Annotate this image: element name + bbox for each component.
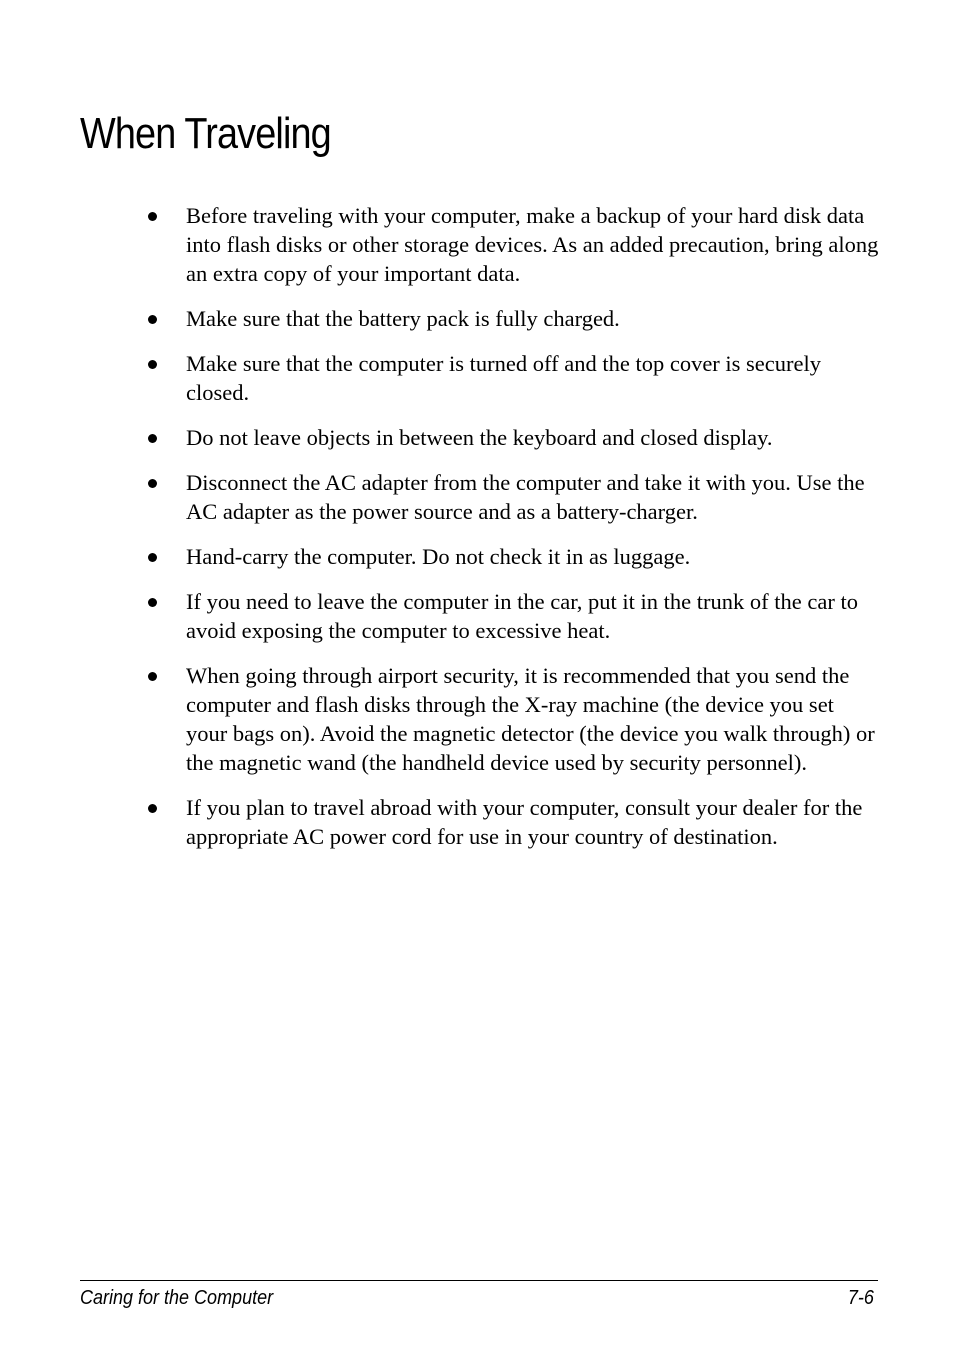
list-item — [140, 468, 880, 526]
bullet-icon — [148, 553, 157, 562]
footer-page-number: 7-6 — [847, 1287, 874, 1309]
list-item — [140, 793, 880, 851]
bullet-icon — [148, 315, 157, 324]
list-item — [140, 201, 880, 288]
footer-section-title: Caring for the Computer — [80, 1287, 274, 1309]
list-item-text: Make sure that the battery pack is fully charged. — [186, 306, 620, 331]
list-item — [140, 304, 880, 333]
bullet-icon — [148, 434, 157, 443]
list-item-text: Before traveling with your computer, make a backup of your hard disk data into flash disks or other storage devices. As an added precaution, bring along an extra copy of your important data. — [186, 203, 879, 286]
list-item-text: Do not leave objects in between the keyboard and closed display. — [186, 425, 773, 450]
list-item — [140, 587, 880, 645]
bullet-icon — [148, 479, 157, 488]
list-item — [140, 661, 880, 777]
list-item-text: Hand-carry the computer. Do not check it in as luggage. — [186, 544, 691, 569]
page-title: When Traveling — [80, 109, 331, 158]
list-item — [140, 423, 880, 452]
bullet-list — [140, 201, 880, 867]
footer-divider — [80, 1280, 878, 1281]
bullet-icon — [148, 804, 157, 813]
list-item-text: When going through airport security, it is recommended that you send the computer and flash disks through the X-ray machine (the device you set your bags on). Avoid the magnetic detector (the device you walk through) or the magnetic wand (the handheld device used by security personnel). — [186, 663, 875, 775]
bullet-icon — [148, 598, 157, 607]
bullet-icon — [148, 212, 157, 221]
list-item — [140, 542, 880, 571]
list-item-text: Make sure that the computer is turned off and the top cover is securely closed. — [186, 351, 822, 405]
list-item-text: If you plan to travel abroad with your computer, consult your dealer for the appropriate AC power cord for use in your country of destination. — [186, 795, 863, 849]
bullet-icon — [148, 672, 157, 681]
list-item — [140, 349, 880, 407]
bullet-icon — [148, 360, 157, 369]
list-item-text: Disconnect the AC adapter from the computer and take it with you. Use the AC adapter as the power source and as a battery-charger. — [186, 470, 865, 524]
list-item-text: If you need to leave the computer in the car, put it in the trunk of the car to avoid exposing the computer to excessive heat. — [186, 589, 858, 643]
